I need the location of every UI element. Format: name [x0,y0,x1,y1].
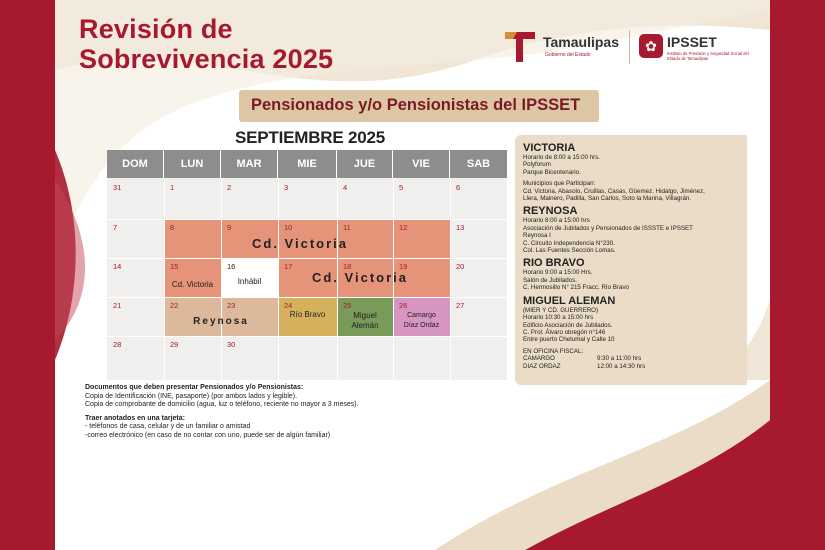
event-label-victoria: Cd. Victoria [312,270,409,285]
weekday-header: LUN [164,150,221,178]
fiscal-place: CAMARGO [523,355,555,363]
location-line: Polyforum [523,161,551,169]
location-line: C. Hermosillo N° 215 Fracc. Río Bravo [523,284,629,292]
grid-line [107,336,507,337]
ipsset-subtitle: Instituto de Previsión y Seguridad Social del Estado de Tamaulipas [667,51,749,61]
fiscal-row [523,355,739,362]
left-border [0,0,55,550]
day-number: 13 [456,223,465,232]
location-line: C. Prol. Álvaro obregón n°146 [523,328,606,336]
day-number: 28 [113,340,122,349]
location-line: Col. Las Fuentes Sección Lomas. [523,247,616,255]
location-line: Edificio Asociación de Jubilados. [523,321,613,329]
event-label-victoria: Cd. Victoria [252,236,349,251]
grid-line [107,297,507,298]
day-number: 21 [113,301,122,310]
location-line: C. Circuito Independencia N°230. [523,239,615,247]
location-line: Horario 8:00 a 15:00 hrs [523,217,590,225]
day-number: 22 [170,301,179,310]
day-number: 17 [284,262,293,271]
day-number: 7 [113,223,118,232]
weekday-header: MIE [278,150,337,178]
day-number: 23 [227,301,236,310]
fiscal-hours: 12:00 a 14:30 hrs [597,362,646,370]
ipsset-name: IPSSET [667,34,717,50]
weekday-header: VIE [393,150,450,178]
day-number: 18 [343,262,352,271]
locations-panel [515,135,747,385]
fiscal-title: EN OFICINA FISCAL: [523,347,584,355]
weekday-header: SAB [450,150,507,178]
location-line: Reynosa I [523,232,551,240]
poster [55,0,770,550]
day-number: 20 [456,262,465,271]
location-line: Asociación de Jubilados y Pensionados de ISSSTE e IPSSET [523,224,693,232]
grid-line [278,178,279,380]
ipsset-logo-icon: ✿ [639,34,663,58]
weekday-header: DOM [107,150,164,178]
day-number: 10 [284,223,293,232]
event-label-line: Alemán [351,321,379,330]
card-title: Traer anotados en una tarjeta: [85,414,185,422]
day-number: 16 [227,262,236,271]
event-label-line: Miguel [353,311,377,320]
tamaulipas-subtitle: Gobierno del Estado [545,52,591,58]
day-number: 3 [284,183,289,192]
event-label-rio-bravo: Río Bravo [289,310,326,319]
grid-line [164,178,165,380]
day-number: 6 [456,183,461,192]
card-line: -correo electrónico (en caso de no contar con uno, puede ser de algún familiar) [85,431,331,439]
logo-divider [629,30,630,64]
day-number: 19 [399,262,408,271]
documents-line: Copia de comprobante de domicilio (agua, luz o teléfono, reciente no mayor a 3 meses). [85,401,359,408]
location-line: Entre puerto Chetumal y Calle 10 [523,336,615,344]
day-number: 9 [227,223,232,232]
event-label-line: Camargo [407,312,436,319]
day-number: 31 [113,183,122,192]
weekday-header: JUE [337,150,393,178]
documents-title: Documentos que deben presentar Pensionados y/o Pensionistas: [85,384,304,391]
fiscal-hours: 9:30 a 11:00 hrs [597,355,642,363]
location-line: Salón de Jubilados. [523,276,578,284]
grid-line [107,258,507,259]
fiscal-place: DIAZ ORDAZ [523,362,561,370]
calendar [107,150,507,380]
tamaulipas-logo-icon [503,28,537,64]
day-number: 29 [170,340,179,349]
location-line: (MIER Y CD. GUERRERO) [523,306,599,314]
location-line: Horario 9:00 a 15:00 Hrs. [523,269,593,277]
right-border [770,0,825,550]
location-heading: REYNOSA [523,205,578,218]
day-number: 8 [170,223,175,232]
day-number: 12 [399,223,408,232]
event-label-miguel-aleman [337,311,393,331]
day-number: 25 [343,301,352,310]
location-line: Municipios que Participan: [523,180,596,188]
day-number: 24 [284,301,293,310]
location-heading: MIGUEL ALEMAN [523,294,616,307]
event-label-line: Díaz Ordaz [403,322,440,329]
day-number: 1 [170,183,175,192]
documents-section [85,384,485,440]
day-number: 4 [343,183,348,192]
day-number: 11 [343,223,351,232]
title-line-1: Revisión de [79,14,233,44]
event-label-inhabil: Inhábil [237,277,262,286]
location-line: Cd. Victoria, Abasolo, Cruillas, Casas, Güemez. Hidalgo, Jiménez, [523,187,705,195]
event-label-camargo [393,311,450,331]
location-line: Llera, Mainero, Padilla, San Carlos, Soto la Marina, Villagrán. [523,195,692,203]
grid-line [450,178,451,380]
day-number: 27 [456,301,465,310]
day-number: 2 [227,183,232,192]
location-heading: VICTORIA [523,142,576,154]
event-label-reynosa: Reynosa [193,316,249,327]
event-label-victoria: Cd. Victoria [171,280,214,289]
day-number: 30 [227,340,236,349]
tamaulipas-name: Tamaulipas [543,34,619,50]
title-line-2: Sobrevivencia 2025 [79,44,334,74]
location-line: Horario 10:30 a 15:00 hrs [523,314,594,322]
day-number: 5 [399,183,404,192]
location-line: Parque Bicentenario. [523,168,581,176]
day-number: 14 [113,262,122,271]
fiscal-row [523,363,739,370]
day-number: 15 [170,262,179,271]
card-line: - teléfonos de casa, celular y de un familiar o amistad [85,423,251,430]
grid-line [107,219,507,220]
calendar-month: SEPTIEMBRE 2025 [235,128,386,147]
location-heading: RIO BRAVO [523,257,585,270]
logos [503,26,763,70]
subtitle: Pensionados y/o Pensionistas del IPSSET [251,96,581,114]
weekday-header: MAR [221,150,278,178]
documents-line: Copia de Identificación (INE, pasaporte) (por ambos lados y legible). [85,392,298,400]
page-title [79,14,333,74]
location-line: Horario de 8:00 a 15:00 hrs. [523,154,601,161]
day-number: 26 [399,301,408,310]
